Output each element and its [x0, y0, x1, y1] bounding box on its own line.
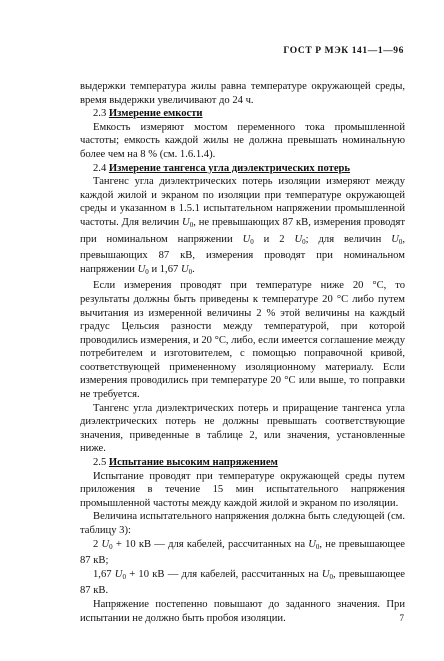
text-run: 2 [93, 538, 99, 550]
text-run: + 10 кВ — для кабелей, рассчитанных на [129, 568, 319, 580]
section-2-3-heading [80, 107, 405, 121]
section-number: 2.3 [93, 108, 107, 120]
paragraph-2: Емкость измеряют мостом переменного тока промышленной частоты; емкость каждой жилы не должна превышать номинальную более чем на 8 % (см. 1.6.1.4). [80, 121, 405, 160]
document-body [80, 80, 405, 625]
paragraph-5: Тангенс угла диэлектрических потерь и приращение тангенса угла диэлектрических потерь не должны превышать соответствующие значения, приведенные в таблице 2, или значения, установленные ниже. [80, 402, 405, 455]
text-run: 1,67 [93, 568, 112, 580]
section-title: Измерение емкости [108, 108, 203, 120]
page-header: ГОСТ Р МЭК 141—1—96 [283, 46, 404, 56]
symbol-u0: $U_0$ [391, 233, 403, 246]
symbol-u0: $U_0$ [180, 263, 193, 276]
symbol-u0: $U_0$ [101, 538, 113, 551]
paragraph-7: Величина испытательного напряжения должна быть следующей (см. таблицу 3): [80, 511, 405, 536]
paragraph-9 [80, 568, 405, 598]
text-run: и 1,67 [151, 263, 179, 275]
text-run: , не превышающее 87 кВ; [80, 538, 405, 567]
section-number: 2.4 [93, 162, 107, 174]
text-run: Тангенс угла диэлектрических потерь изоляции измеряют между каждой жилой и экраном по изоляции при температуре окружающей среды и указанном в 1.5.1 испытательном напряжении промышленной частоты. Для величин [80, 176, 405, 228]
symbol-u0: $U_0$ [308, 538, 320, 551]
text-run: , превышающее 87 кВ. [80, 568, 406, 597]
page-number: 7 [399, 613, 404, 623]
symbol-u0: $U_0$ [137, 263, 149, 276]
paragraph-1: выдержки температура жилы равна температуре окружающей среды, время выдержки увеличивают до 24 ч. [80, 81, 405, 106]
section-number: 2.5 [93, 457, 107, 469]
symbol-u0: $U_0$ [294, 233, 306, 246]
symbol-u0: $U_0$ [114, 568, 126, 581]
text-run: . [192, 263, 195, 275]
section-title: Испытание высоким напряжением [108, 457, 278, 469]
section-2-5-heading [80, 456, 405, 470]
text-run: + 10 кВ — для кабелей, рассчитанных на [115, 538, 306, 550]
paragraph-10: Напряжение постепенно повышают до заданного значения. При испытании не должно быть пробоя изоляции. [80, 598, 405, 624]
paragraph-4: Если измерения проводят при температуре ниже 20 °С, то результаты должны быть приведены к температуре 20 °С либо путем вычитания из измеренной величины 2 % этой величины на каждый градус Цельсия разности между температурой, при которой проводились измерения, и 20 °С, либо, если имеется соглашение между потребителем и изготовителем, с помощью поправочной кривой, соответствующей примененному изоляционному материалу. Если измерения проводились при температуре 20 °С или выше, то поправки не требуется. [80, 280, 405, 401]
paragraph-6: Испытание проводят при температуре окружающей среды путем приложения в течение 15 мин испытательного напряжения промышленной частоты между каждой жилой и экраном по изоляции. [80, 470, 405, 509]
symbol-u0: $U_0$ [321, 568, 333, 581]
text-run: и 2 [263, 233, 285, 245]
paragraph-3 [80, 175, 405, 279]
symbol-u0: $U_0$ [242, 233, 254, 246]
section-title: Измерение тангенса угла диэлектрических потерь [108, 162, 351, 174]
symbol-u0: $U_0$ [182, 216, 194, 229]
section-2-4-heading [80, 162, 405, 176]
text-run: ; для величин [305, 233, 382, 245]
paragraph-8 [80, 538, 405, 568]
text-run: , не превышающих 87 кВ, измерения проводят при номинальном напряжении [80, 216, 405, 245]
text-run: , превышающих 87 кВ, измерения проводят при номинальном напряжении [80, 233, 406, 275]
